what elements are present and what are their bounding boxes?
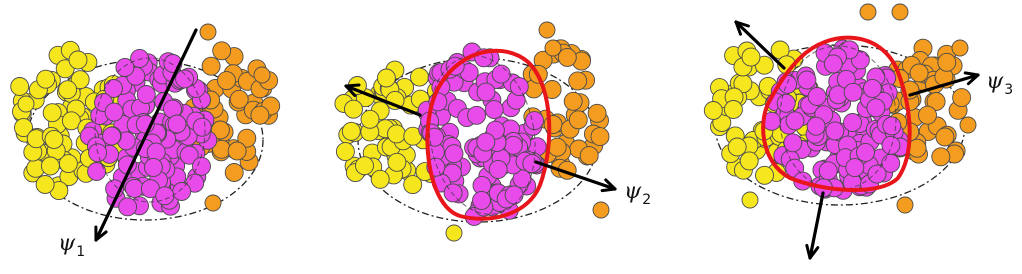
yellow-particle xyxy=(446,225,462,241)
yellow-particle xyxy=(41,157,59,175)
orange-particle xyxy=(202,57,220,75)
orange-particle xyxy=(960,117,976,133)
orange-particle xyxy=(545,40,561,56)
mode-label-subscript: 2 xyxy=(642,192,652,208)
magenta-particle xyxy=(137,86,155,104)
panel-mode-2 xyxy=(335,22,651,241)
mode-label-subscript: 3 xyxy=(1004,82,1014,98)
yellow-particle xyxy=(11,78,29,96)
orange-particle xyxy=(860,4,876,20)
orange-particle xyxy=(892,4,908,20)
magenta-particle xyxy=(510,78,528,96)
magenta-particle xyxy=(846,159,864,177)
orange-particle xyxy=(544,116,562,134)
orange-particle xyxy=(952,40,968,56)
magenta-particle xyxy=(176,70,194,88)
mode-label xyxy=(58,231,85,260)
magenta-particle xyxy=(867,99,885,117)
yellow-particle xyxy=(728,138,746,156)
magenta-particle xyxy=(168,115,186,133)
mode-label xyxy=(986,69,1013,98)
yellow-particle xyxy=(69,51,87,69)
yellow-particle xyxy=(704,102,722,120)
orange-particle xyxy=(213,42,231,60)
mode-label xyxy=(624,179,651,208)
orange-particle xyxy=(932,148,950,166)
mode-label-subscript: 1 xyxy=(76,244,86,260)
yellow-particle xyxy=(361,110,379,128)
yellow-particle xyxy=(724,101,742,119)
orange-particle xyxy=(230,90,248,108)
magenta-particle xyxy=(798,71,816,89)
magenta-particle xyxy=(473,191,491,209)
yellow-particle xyxy=(342,122,360,140)
magenta-particle xyxy=(125,179,143,197)
orange-particle xyxy=(539,22,555,38)
mode-label-symbol: ψ xyxy=(58,231,76,256)
magenta-particle xyxy=(868,165,886,183)
orange-particle xyxy=(564,92,582,110)
magenta-particle xyxy=(844,83,862,101)
orange-particle xyxy=(580,147,598,165)
magenta-particle xyxy=(477,133,495,151)
orange-particle xyxy=(897,197,913,213)
orange-particle xyxy=(591,128,609,146)
orange-particle xyxy=(936,128,954,146)
magenta-particle xyxy=(156,187,174,205)
magenta-particle xyxy=(105,103,123,121)
magenta-particle xyxy=(477,83,495,101)
magenta-particle xyxy=(119,198,137,216)
magenta-particle xyxy=(116,58,134,76)
orange-particle xyxy=(218,72,236,90)
magenta-particle xyxy=(808,88,826,106)
magenta-particle xyxy=(863,79,881,97)
yellow-particle xyxy=(756,166,774,184)
magenta-particle xyxy=(485,101,503,119)
yellow-particle xyxy=(45,130,63,148)
magenta-particle xyxy=(468,106,486,124)
orange-particle xyxy=(205,195,221,211)
magenta-particle xyxy=(445,145,463,163)
orange-particle xyxy=(558,48,576,66)
magenta-particle xyxy=(883,117,901,135)
magenta-particle xyxy=(173,183,191,201)
magenta-particle xyxy=(807,117,825,135)
yellow-particle xyxy=(356,157,374,175)
yellow-particle xyxy=(742,48,760,66)
panel-mode-3 xyxy=(704,4,1013,258)
magenta-particle xyxy=(144,158,162,176)
yellow-particle xyxy=(388,153,406,171)
yellow-particle xyxy=(371,170,389,188)
orange-particle xyxy=(953,89,971,107)
orange-particle xyxy=(569,111,587,129)
yellow-particle xyxy=(742,192,758,208)
magenta-particle xyxy=(489,160,507,178)
magenta-particle xyxy=(88,163,106,181)
yellow-particle xyxy=(388,125,406,143)
yellow-particle xyxy=(336,143,354,161)
orange-particle xyxy=(588,104,606,122)
orange-particle xyxy=(200,24,216,40)
magenta-particle xyxy=(103,127,121,145)
magenta-particle xyxy=(826,122,844,140)
magenta-particle xyxy=(492,65,510,83)
magenta-particle xyxy=(844,114,862,132)
yellow-particle xyxy=(36,176,54,194)
orange-particle xyxy=(910,64,928,82)
magenta-particle xyxy=(786,112,804,130)
orange-particle xyxy=(938,53,956,71)
orange-particle xyxy=(251,106,269,124)
magenta-particle xyxy=(824,55,842,73)
magenta-particle xyxy=(193,157,211,175)
magenta-particle xyxy=(505,186,523,204)
orange-particle xyxy=(228,142,246,160)
mode-label-symbol: ψ xyxy=(624,179,642,204)
magenta-particle xyxy=(857,143,875,161)
yellow-particle xyxy=(59,81,77,99)
magenta-particle xyxy=(784,134,802,152)
orange-particle xyxy=(254,67,270,83)
orange-particle xyxy=(919,106,937,124)
yellow-particle xyxy=(411,68,429,86)
magenta-particle xyxy=(193,118,211,136)
yellow-particle xyxy=(18,96,34,112)
orange-particle xyxy=(569,72,587,90)
orange-particle xyxy=(225,164,243,182)
yellow-particle xyxy=(345,100,363,118)
mode-label-symbol: ψ xyxy=(986,69,1004,94)
magenta-particle xyxy=(819,162,837,180)
magenta-particle xyxy=(882,136,900,154)
orange-particle xyxy=(593,202,609,218)
yellow-particle xyxy=(37,70,55,88)
panel-mode-1 xyxy=(11,24,280,260)
yellow-particle xyxy=(740,152,758,170)
yellow-particle xyxy=(43,104,61,122)
yellow-particle xyxy=(377,69,395,87)
magenta-particle xyxy=(526,112,544,130)
